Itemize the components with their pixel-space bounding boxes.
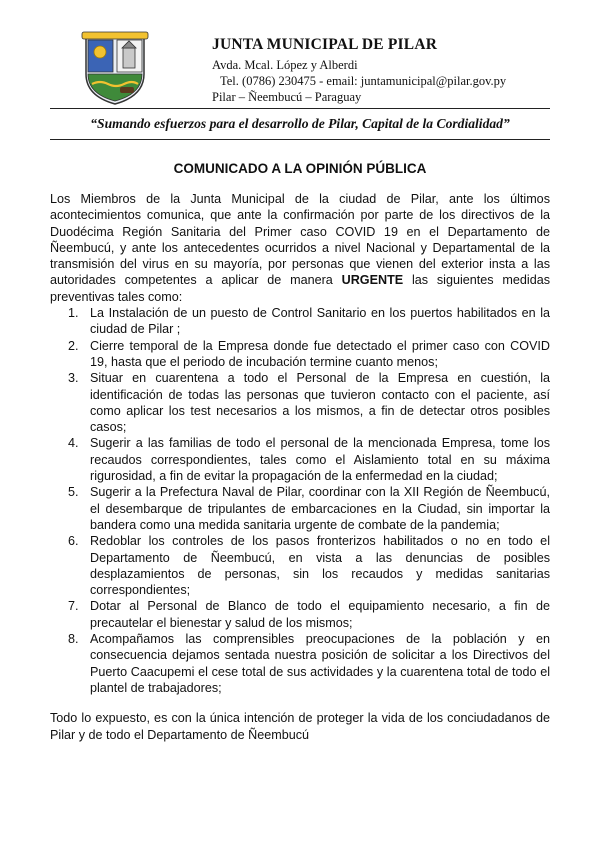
organization-name: JUNTA MUNICIPAL DE PILAR [212, 36, 438, 53]
letterhead [212, 36, 506, 105]
list-item [68, 435, 550, 484]
list-item-text: Sugerir a la Prefectura Naval de Pilar, coordinar con la XII Región de Ñeembucú, el desembarque de tripulantes de embarcaciones en la Ciudad, sin importar la bandera como una medida sanitaria urgente de combate de la pandemia; [90, 485, 550, 532]
list-item-text: Situar en cuarentena a todo el Personal de la Empresa en cuestión, la identificación de todas las personas que tuvieron contacto con el paciente, así como aplicar los test necesarios a los mismos, a fin de detectar otros posibles casos; [90, 371, 550, 435]
measures-list [50, 305, 550, 696]
list-item [68, 484, 550, 533]
location-line: Pilar – Ñeembucú – Paraguay [212, 90, 362, 104]
closing-paragraph: Todo lo expuesto, es con la única intención de proteger la vida de los conciudadanos de Pilar y de todo el Departamento de Ñeembucú [50, 711, 550, 742]
slogan: “Sumando esfuerzos para el desarrollo de Pilar, Capital de la Cordialidad” [90, 116, 510, 131]
list-item-number: 6. [68, 534, 79, 549]
list-item [68, 631, 550, 696]
list-item-text: Acompañamos las comprensibles preocupaciones de la población y en consecuencia dejamos sentada nuestra posición de solicitar a los Directivos del Puerto Caacupemi el cese total de sus actividades y la cuarentena total de todo el plantel de trabajadores; [90, 632, 550, 695]
urgent-emphasis: URGENTE [341, 273, 404, 288]
document-title: COMUNICADO A LA OPINIÓN PÚBLICA [173, 161, 427, 176]
coat-of-arms-icon [80, 30, 150, 106]
address-line: Avda. Mcal. López y Alberdi [212, 58, 358, 72]
list-item-text: Cierre temporal de la Empresa donde fue detectado el primer caso con COVID 19, hasta que el periodo de incubación termine cuanto menos; [90, 338, 550, 369]
intro-text: Los Miembros de la Junta Municipal de la ciudad de Pilar, ante los últimos acontecimientos comunica, que ante la confirmación por parte de los directivos de la Duodécima Región Sanitaria del Primer caso COVID 19 en el Departamento de Ñeembucú, y ante los antecedentes ocurridos a nivel Nacional y Departamental de la transmisión del virus en su mayoría, por personas que vienen del exterior insta a las autoridades competentes a aplicar de manera [50, 192, 550, 288]
list-item [68, 338, 550, 371]
list-item-number: 3. [68, 371, 79, 386]
list-item [68, 598, 550, 631]
list-item-text: Redoblar los controles de los pasos fronterizos habilitados o no en todo el Departamento de Ñeembucú, en vista a las denuncias de posibles desplazamientos de personas, sin los recaudos y medidas sanitarias correspondientes; [90, 534, 550, 598]
list-item-number: 8. [68, 632, 79, 647]
list-item-text: Dotar al Personal de Blanco de todo el equipamiento necesario, a fin de precautelar el bienestar y salud de los mismos; [90, 599, 550, 630]
list-item-number: 4. [68, 436, 79, 451]
contact-line: Tel. (0786) 230475 - email: juntamunicipal@pilar.gov.py [220, 74, 507, 88]
list-item-number: 5. [68, 485, 79, 500]
list-item [68, 305, 550, 338]
intro-text-end: las siguientes medidas preventivas tales como: [50, 273, 551, 304]
slogan-divider [50, 139, 550, 140]
list-item-number: 2. [68, 338, 79, 353]
list-item-number: 7. [68, 599, 79, 614]
list-item-text: La Instalación de un puesto de Control Sanitario en los puertos habilitados en la ciudad de Pilar ; [90, 306, 550, 337]
list-item [68, 370, 550, 435]
list-item-number: 1. [68, 306, 79, 321]
list-item-text: Sugerir a las familias de todo el personal de la mencionada Empresa, tome los recaudos correspondientes, tales como el Aislamiento total en su máxima rigurosidad, a fin de evitar la propagación de la enfermedad en la ciudad; [90, 436, 550, 484]
list-item [68, 533, 550, 598]
intro-paragraph [50, 191, 550, 305]
document-body [50, 191, 550, 743]
header-divider [50, 108, 550, 109]
